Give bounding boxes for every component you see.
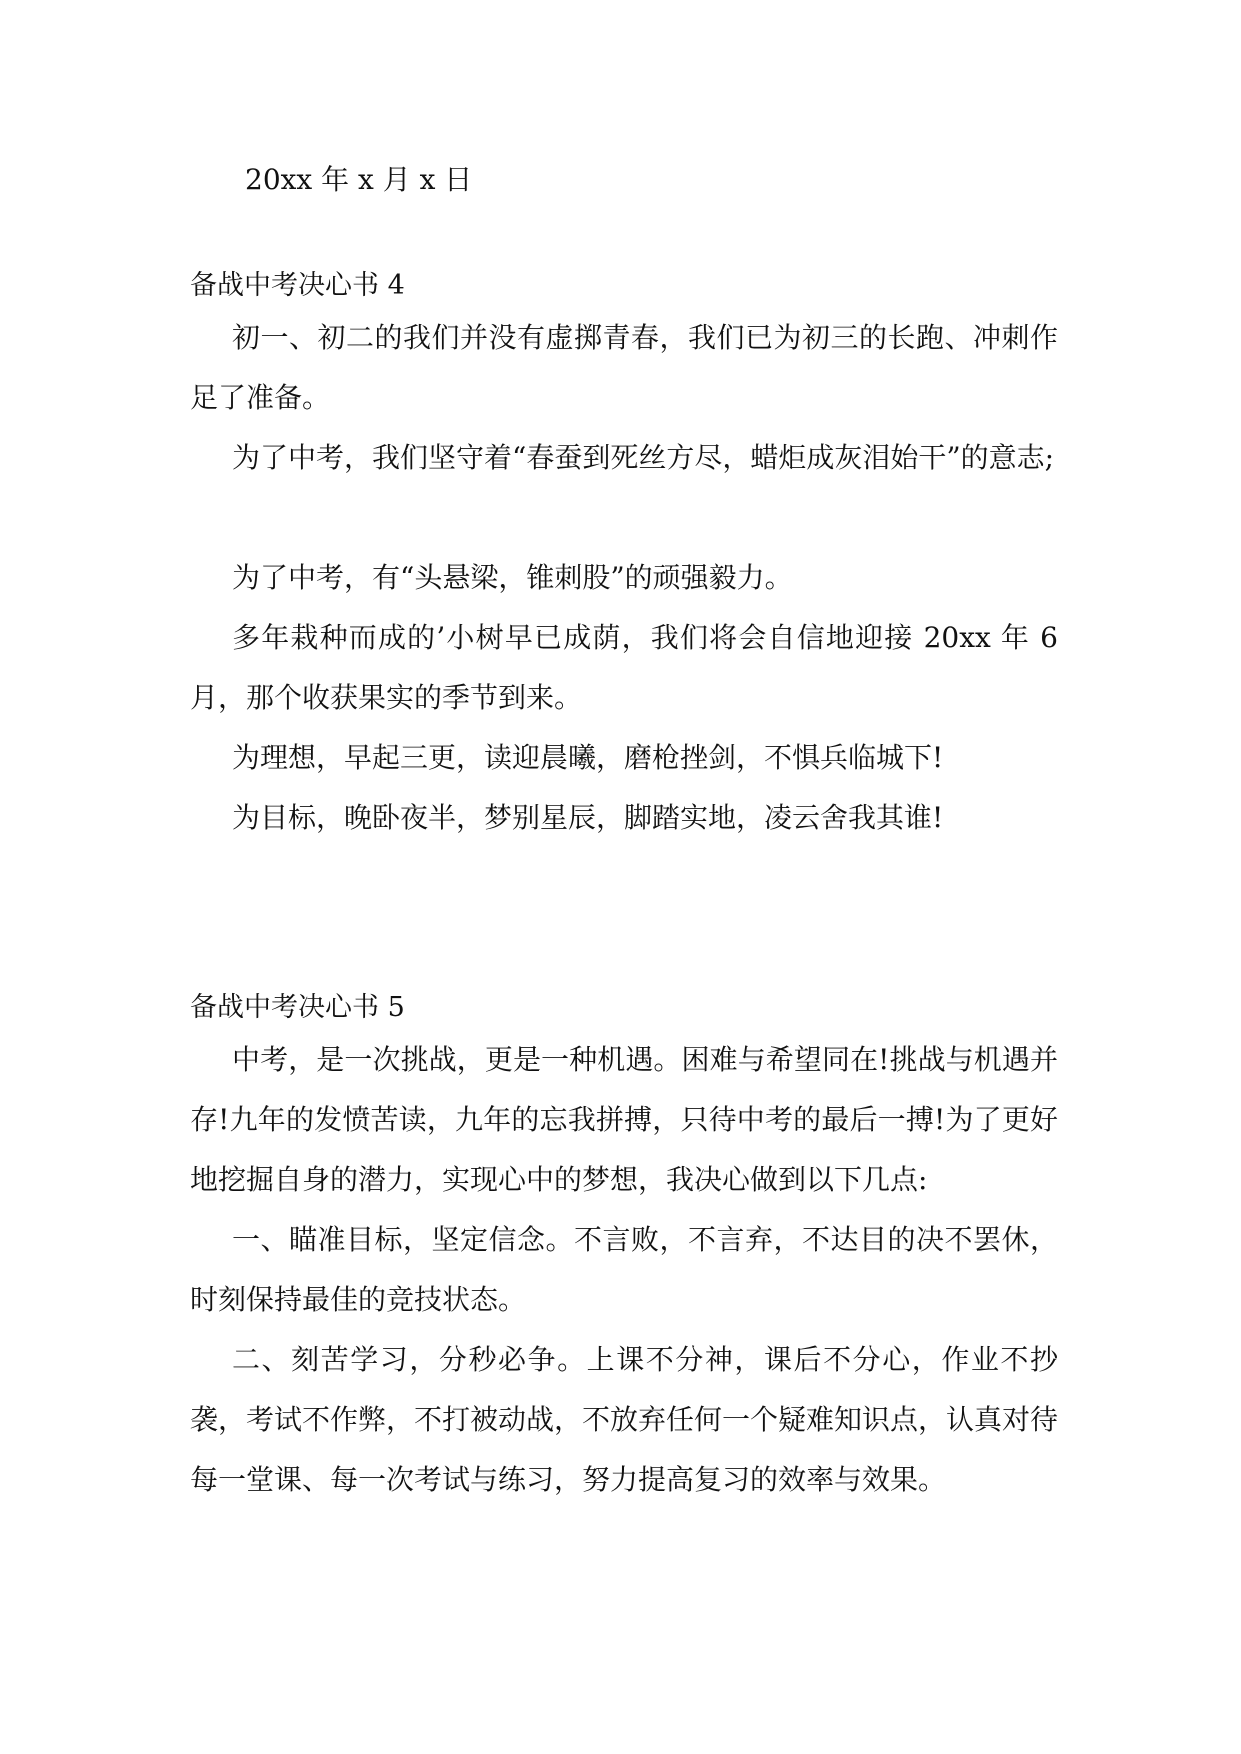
section-4-paragraph-3: 为了中考，有“头悬梁，锥刺股”的顽强毅力。 <box>232 561 793 594</box>
section-5-heading: 备战中考决心书 5 <box>190 992 405 1023</box>
section-4-paragraph-1: 初一、初二的我们并没有虚掷青春，我们已为初三的长跑、冲刺作足了准备。 <box>190 321 1058 414</box>
section-5-paragraph-1: 中考，是一次挑战，更是一种机遇。困难与希望同在!挑战与机遇并存!九年的发愤苦读，九年的忘我拼搏，只待中考的最后一搏!为了更好地挖掘自身的潜力，实现心中的梦想，我决心做到以下几点: <box>190 1043 1058 1196</box>
section-4-paragraph-6: 为目标，晚卧夜半，梦别星辰，脚踏实地，凌云舍我其谁! <box>232 801 944 834</box>
section-4-paragraph-5: 为理想，早起三更，读迎晨曦，磨枪挫剑，不惧兵临城下! <box>232 741 944 774</box>
section-5-paragraph-3: 二、刻苦学习，分秒必争。上课不分神，课后不分心，作业不抄袭，考试不作弊，不打被动战，不放弃任何一个疑难知识点，认真对待每一堂课、每一次考试与练习，努力提高复习的效率与效果。 <box>190 1343 1059 1496</box>
section-4-heading: 备战中考决心书 4 <box>190 270 405 301</box>
section-5-paragraph-2: 一、瞄准目标，坚定信念。不言败，不言弃，不达目的决不罢休，时刻保持最佳的竞技状态。 <box>190 1223 1058 1316</box>
letter-date: 20xx 年 x 月 x 日 <box>245 163 473 196</box>
section-4-paragraph-2: 为了中考，我们坚守着“春蚕到死丝方尽，蜡炬成灰泪始干”的意志; <box>232 441 1055 474</box>
section-4-paragraph-4: 多年栽种而成的’小树早已成荫，我们将会自信地迎接 20xx 年 6 月，那个收获果实的季节到来。 <box>190 621 1058 714</box>
